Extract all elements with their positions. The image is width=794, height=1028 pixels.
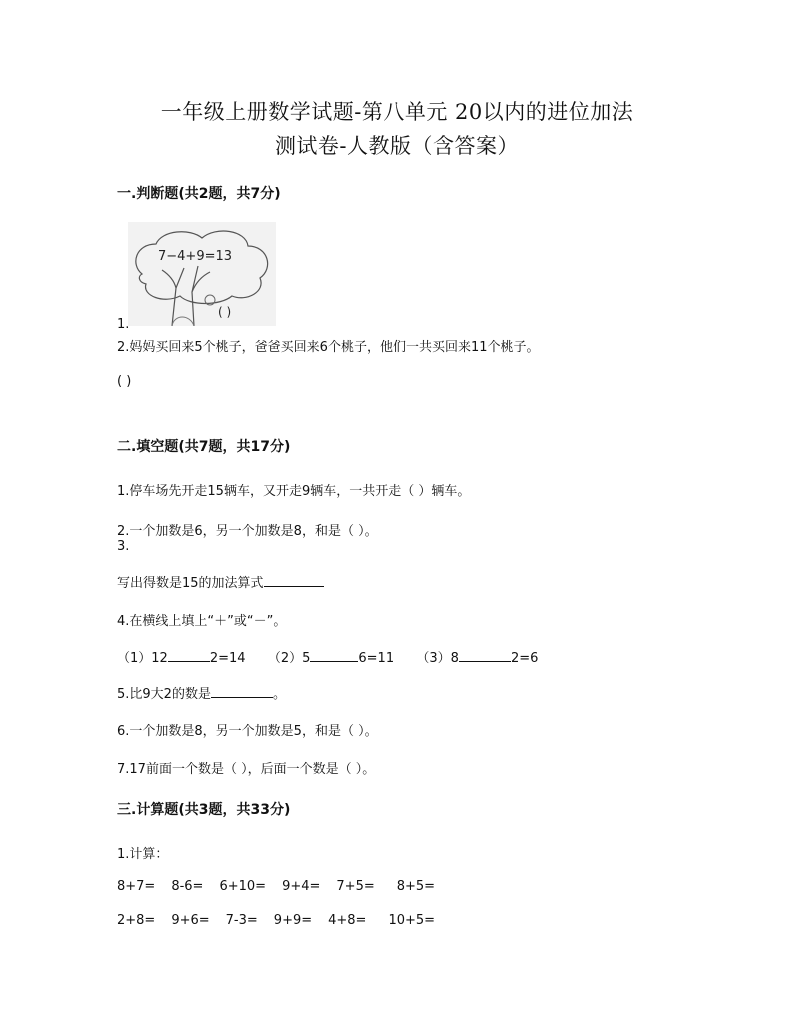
section2-q7: 7.17前面一个数是（ ），后面一个数是（ ）。 (117, 762, 376, 777)
section2-q5-end: 。 (272, 687, 286, 702)
q4-part3-label: （3） (416, 651, 451, 666)
section2-q5 (117, 683, 286, 702)
q4-part2-left: 5 (302, 651, 311, 666)
calc-item: 8+5= (396, 879, 436, 894)
calc-item: 2+8= (117, 913, 156, 928)
q4-part3-left: 8 (450, 651, 459, 666)
section1-heading: 一.判断题(共2题，共7分) (117, 186, 281, 202)
page-title-line2: 测试卷-人教版（含答案） (274, 134, 520, 158)
figure-answer-bracket: ( ) (218, 305, 232, 319)
q4-part3-right: 2=6 (510, 651, 539, 666)
q4-part1-right: 2=14 (209, 651, 246, 666)
section1-q2-bracket: ( ) (117, 374, 132, 389)
section2-q3 (117, 572, 324, 591)
section2-heading: 二.填空题(共7题，共17分) (117, 439, 291, 455)
q4-part1-label: （1） (117, 651, 152, 666)
calc-row-1 (117, 879, 451, 894)
section2-q3-number: 3. (117, 539, 130, 554)
tree-illustration (128, 222, 276, 326)
q4-part2-right: 6=11 (358, 651, 395, 666)
section2-q2: 2.一个加数是6，另一个加数是8，和是（ ）。 (117, 524, 378, 539)
section1-q2: 2.妈妈买回来5个桃子，爸爸买回来6个桃子，他们一共买回来11个桃子。 (117, 340, 540, 355)
section2-q6: 6.一个加数是8，另一个加数是5，和是（ ）。 (117, 724, 378, 739)
q4-part1-blank[interactable] (168, 647, 210, 662)
calc-item: 7+5= (336, 879, 375, 894)
calc-item: 7-3= (225, 913, 258, 928)
calc-item: 6+10= (219, 879, 267, 894)
answer-blank[interactable] (264, 572, 324, 587)
calc-item: 9+4= (282, 879, 321, 894)
calc-row-2 (117, 913, 451, 928)
calc-item: 4+8= (328, 913, 367, 928)
section2-q4-parts (117, 647, 538, 666)
section2-q3-text: 写出得数是15的加法算式 (117, 576, 264, 591)
section2-q5-text: 5.比9大2的数是 (117, 687, 211, 702)
section2-q4: 4.在横线上填上“＋”或“－”。 (117, 614, 287, 629)
figure-equation: 7−4+9=13 (158, 249, 233, 264)
calc-item: 9+6= (171, 913, 210, 928)
q4-part1-left: 12 (151, 651, 168, 666)
q4-part2-blank[interactable] (310, 647, 358, 662)
tree-figure (128, 222, 276, 326)
section1-q1-number: 1. (117, 317, 130, 332)
section3-q1: 1.计算： (117, 847, 169, 862)
section2-q1: 1.停车场先开走15辆车，又开走9辆车，一共开走（ ）辆车。 (117, 484, 471, 499)
calc-item: 8+7= (117, 879, 156, 894)
q4-part2-label: （2） (267, 651, 303, 666)
calc-item: 10+5= (388, 913, 436, 928)
page-title-line1: 一年级上册数学试题-第八单元 20以内的进位加法 (160, 100, 634, 124)
calc-item: 9+9= (273, 913, 313, 928)
section3-heading: 三.计算题(共3题，共33分) (117, 802, 291, 818)
q4-part3-blank[interactable] (459, 647, 511, 662)
calc-item: 8-6= (171, 879, 204, 894)
q5-answer-blank[interactable] (211, 683, 273, 698)
